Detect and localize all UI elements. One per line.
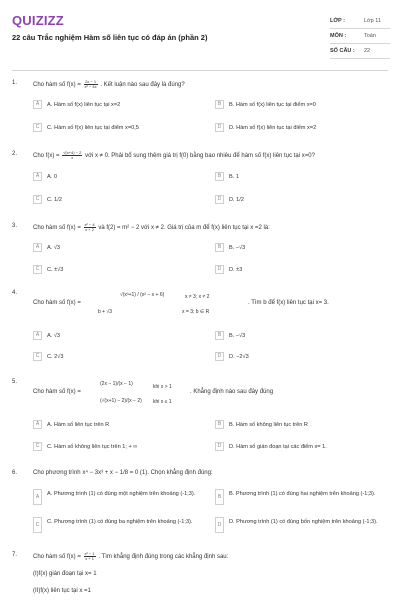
option-a[interactable]: [33, 243, 201, 252]
math-fraction: [84, 552, 96, 561]
meta-key: SỐ CÂU :: [330, 47, 355, 54]
option-letter-box: C: [33, 265, 42, 274]
meta-row-subject: [330, 29, 390, 44]
piecewise-cond-1: x ≠ 3; x ≠ 2: [185, 294, 210, 300]
option-b[interactable]: [215, 489, 383, 505]
piecewise-cond-1: khi x > 1: [153, 384, 172, 390]
option-text: B. −√3: [229, 244, 246, 251]
question-number: 1.: [12, 80, 18, 86]
option-text: B. −√3: [229, 332, 246, 339]
fraction-denominator: x + 2: [85, 227, 94, 232]
option-text: C. ±√3: [47, 266, 64, 273]
fraction-numerator: x² − 1: [84, 551, 95, 556]
option-text: A. √3: [47, 244, 61, 251]
option-letter-box: D: [215, 517, 224, 533]
header-divider: [12, 70, 388, 71]
option-letter-box: B: [215, 489, 224, 505]
option-text: D. Hàm số f(x) liên tục tại điểm x=2: [229, 124, 317, 131]
option-b[interactable]: [215, 420, 383, 429]
option-c[interactable]: [33, 352, 201, 361]
fraction-numerator: √(x+4) − 2: [63, 150, 82, 155]
question-number: 2.: [12, 151, 18, 157]
option-letter-box: A: [33, 172, 42, 181]
option-text: C. Hàm số không liên tục trên 1; + ∞: [47, 443, 138, 450]
option-letter-box: B: [215, 331, 224, 340]
fraction-numerator: 2x − 1: [85, 79, 97, 84]
fraction-numerator: x² − 4: [84, 222, 95, 227]
option-text: C. Hàm số f(x) liên tục tại điểm x=0,5: [47, 124, 139, 131]
question-number: 6.: [12, 470, 18, 476]
option-text: A. Phương trình (1) có đúng một nghiệm trên khoảng (-1;3).: [47, 490, 196, 497]
question-number: 3.: [12, 223, 18, 229]
question-text-start: Cho hàm số f(x) =: [33, 554, 81, 561]
option-a[interactable]: [33, 100, 201, 109]
option-text: C. 2√3: [47, 353, 64, 360]
meta-row-count: [330, 44, 390, 59]
option-b[interactable]: [215, 100, 383, 109]
option-letter-box: B: [215, 100, 224, 109]
option-c[interactable]: [33, 195, 201, 204]
option-c[interactable]: [33, 123, 201, 132]
meta-row-class: [330, 14, 390, 29]
statement-line: (II)f(x) liên tục tại x =1: [33, 588, 91, 594]
question-text-end: . Kết luận nào sau đây là đúng?: [100, 82, 185, 89]
option-letter-box: D: [215, 442, 224, 451]
option-letter-box: A: [33, 331, 42, 340]
option-c[interactable]: [33, 517, 201, 533]
option-text: B. 1: [229, 173, 239, 180]
math-fraction: [62, 151, 82, 160]
option-d[interactable]: [215, 352, 383, 361]
piecewise-cond-2: x = 3; b ∈ R: [182, 309, 210, 315]
quizizz-logo: QUIZIZZ: [12, 13, 64, 28]
option-text: A. 0: [47, 173, 57, 180]
option-d[interactable]: [215, 442, 383, 451]
question-text: [33, 80, 383, 90]
option-a[interactable]: [33, 489, 201, 505]
question-text-tail: . Khẳng định nào sau đây đúng: [190, 389, 274, 395]
math-fraction: [84, 80, 98, 89]
meta-value: Lớp 11: [364, 17, 381, 24]
option-letter-box: D: [215, 195, 224, 204]
piecewise-expr-1: (2x − 1)/(x − 1): [100, 381, 133, 387]
option-text: D. Phương trình (1) có đúng bốn nghiệm trên khoảng (-1;3).: [229, 518, 378, 525]
option-letter-box: C: [33, 442, 42, 451]
question-text-start: Cho f(x) =: [33, 153, 60, 160]
option-letter-box: C: [33, 352, 42, 361]
question-text: [33, 151, 383, 161]
option-text: B. Phương trình (1) có đúng hai nghiệm trên khoảng (-1;3).: [229, 490, 376, 497]
question-text: Cho hàm số f(x) =: [33, 300, 81, 306]
meta-value: 22: [364, 47, 371, 54]
meta-value: Toán: [364, 32, 376, 39]
option-d[interactable]: [215, 195, 383, 204]
meta-key: LỚP :: [330, 17, 345, 24]
option-b[interactable]: [215, 172, 383, 181]
option-letter-box: D: [215, 352, 224, 361]
question-number: 7.: [12, 552, 18, 558]
option-d[interactable]: [215, 123, 383, 132]
question-text: Cho phương trình x⁴ − 3x³ + x − 1/8 = 0 (1). Chọn khẳng định đúng:: [33, 470, 213, 476]
option-d[interactable]: [215, 517, 383, 533]
option-b[interactable]: [215, 243, 383, 252]
option-text: D. Hàm số gián đoạn tại các điểm x= 1.: [229, 443, 327, 450]
option-text: C. Phương trình (1) có đúng ba nghiệm trên khoảng (-1;3).: [47, 518, 193, 525]
piecewise-expr-2: (√(x+1) − 2)/(x − 2): [100, 398, 142, 404]
option-a[interactable]: [33, 420, 201, 429]
option-text: D. ±3: [229, 266, 243, 273]
fraction-denominator: x + 1: [85, 556, 94, 561]
question-text: [33, 552, 383, 562]
option-letter-box: A: [33, 420, 42, 429]
option-letter-box: D: [215, 123, 224, 132]
document-header: [0, 0, 400, 64]
meta-key: MÔN :: [330, 32, 347, 39]
fraction-denominator: x² − 4x: [84, 84, 97, 89]
question-number: 4.: [12, 290, 18, 296]
option-text: B. Hàm số không liên tục trên R: [229, 421, 308, 428]
option-b[interactable]: [215, 331, 383, 340]
option-letter-box: B: [215, 243, 224, 252]
option-text: D. 1/2: [229, 196, 244, 203]
option-letter-box: B: [215, 172, 224, 181]
option-letter-box: A: [33, 243, 42, 252]
option-text: A. Hàm số liên tục trên R: [47, 421, 110, 428]
page-title: 22 câu Trắc nghiệm Hàm số liên tục có đáp án (phần 2): [12, 33, 208, 42]
option-letter-box: A: [33, 100, 42, 109]
question-text-end: . Tìm khẳng định đúng trong các khẳng định sau:: [98, 554, 229, 561]
piecewise-expr-1: √(x³+1) / (x² − x + 6): [120, 292, 165, 298]
piecewise-cond-2: khi x ≤ 1: [153, 399, 172, 405]
option-text: B. Hàm số f(x) liên tục tại điểm x=0: [229, 101, 316, 108]
question-number: 5.: [12, 379, 18, 385]
option-letter-box: C: [33, 517, 42, 533]
option-letter-box: C: [33, 195, 42, 204]
question-text-tail: . Tìm b để f(x) liên tục tại x= 3.: [248, 300, 329, 306]
statement-line: (I)f(x) gián đoạn tại x= 1: [33, 571, 97, 577]
math-fraction: [84, 223, 96, 232]
option-c[interactable]: [33, 442, 201, 451]
option-text: C. 1/2: [47, 196, 62, 203]
option-c[interactable]: [33, 265, 201, 274]
option-text: D. −2√3: [229, 353, 249, 360]
question-text-end: và f(2) = m² − 2 với x ≠ 2. Giá trị của m để f(x) liên tục tại x =2 là:: [98, 225, 270, 232]
question-text: Cho hàm số f(x) =: [33, 389, 81, 395]
question-text-start: Cho hàm số f(x) =: [33, 82, 81, 89]
option-a[interactable]: [33, 331, 201, 340]
fraction-denominator: x: [71, 155, 74, 160]
option-letter-box: C: [33, 123, 42, 132]
question-text-end: với x ≠ 0. Phải bổ sung thêm giá trị f(0) bằng bao nhiêu để hàm số f(x) liên tục tại x=0?: [85, 153, 315, 160]
meta-table: [330, 14, 390, 59]
option-text: A. √3: [47, 332, 61, 339]
option-letter-box: A: [33, 489, 42, 505]
option-letter-box: B: [215, 420, 224, 429]
question-text-start: Cho hàm số f(x) =: [33, 225, 81, 232]
option-d[interactable]: [215, 265, 383, 274]
option-letter-box: D: [215, 265, 224, 274]
option-text: A. Hàm số f(x) liên tục tại x=2: [47, 101, 121, 108]
piecewise-expr-2: b + √3: [98, 309, 113, 315]
question-text: [33, 223, 383, 233]
option-a[interactable]: [33, 172, 201, 181]
